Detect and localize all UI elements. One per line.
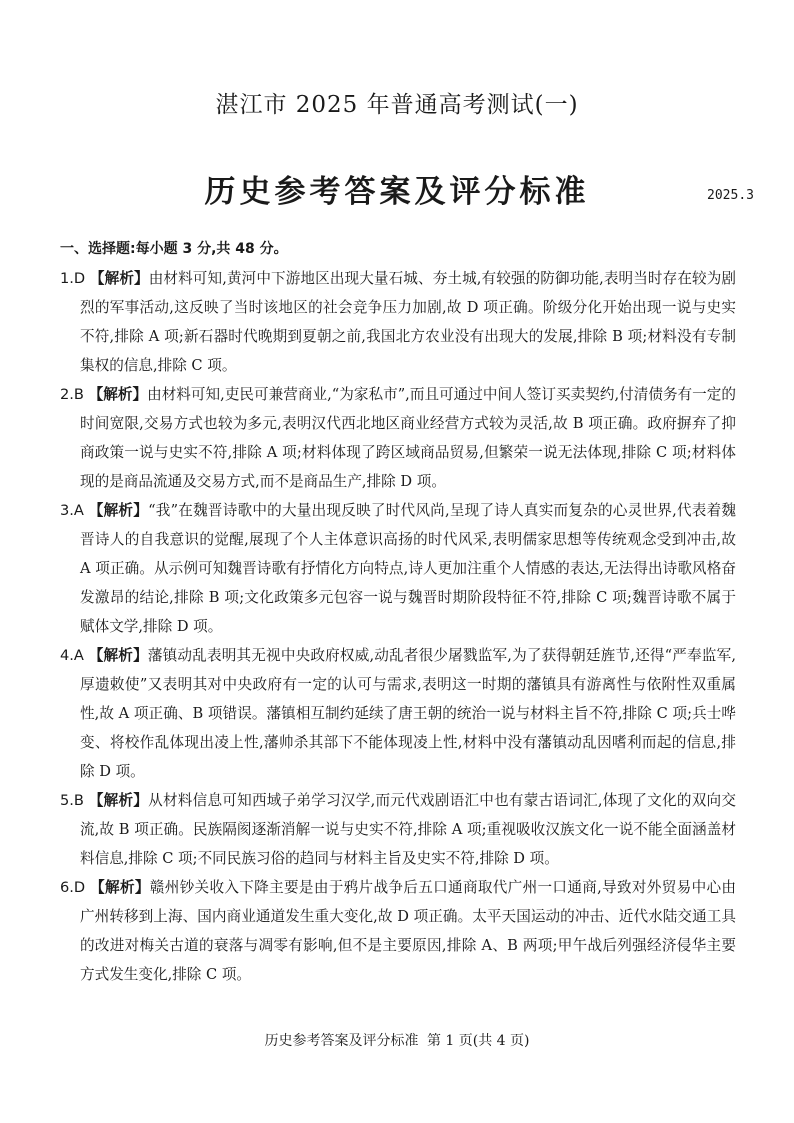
answer-number: 6.D (60, 879, 86, 896)
analysis-tag: 【解析】 (88, 647, 148, 664)
section-heading: 一、选择题:每小题 3 分,共 48 分。 (60, 241, 288, 257)
main-title: 历史参考答案及评分标准 (204, 174, 590, 210)
answer-item-4 (60, 641, 736, 786)
exam-date: 2025.3 (707, 188, 754, 203)
answer-text: 赣州钞关收入下降主要是由于鸦片战争后五口通商取代广州一口通商,导致对外贸易中心由广州转移到上海、国内商业通道发生重大变化,故 D 项正确。太平天国运动的冲击、近代水陆交通工具的改进对梅关古道的衰落与凋零有影响,但不是主要原因,排除 A、B 两项;甲午战后列强经济侵华主要方式发生变化,排除 C 项。 (80, 879, 736, 983)
answer-text: “我”在魏晋诗歌中的大量出现反映了时代风尚,呈现了诗人真实而复杂的心灵世界,代表着魏晋诗人的自我意识的觉醒,展现了个人主体意识高扬的时代风采,表明儒家思想等传统观念受到冲击,故 A 项正确。从示例可知魏晋诗歌有抒情化方向特点,诗人更加注重个人情感的表达,无法得出诗歌风格奋发激昂的结论,排除 B 项;文化政策多元包容一说与魏晋时期阶段特征不符,排除 C 项;魏晋诗歌不属于赋体文学,排除 D 项。 (80, 502, 737, 635)
analysis-tag: 【解析】 (88, 792, 149, 809)
answer-text: 藩镇动乱表明其无视中央政府权威,动乱者很少屠戮监军,为了获得朝廷旌节,还得“严奉监军,厚遗敕使”又表明其对中央政府有一定的认可与需求,表明这一时期的藩镇具有游离性与依附性双重属性,故 A 项正确、B 项错误。藩镇相互制约延续了唐王朝的统治一说与材料主旨不符,排除 C 项;兵士哗变、将校作乱体现出凌上性,藩帅杀其部下不能体现凌上性,材料中没有藩镇动乱因嗜利而起的信息,排除 D 项。 (80, 647, 736, 780)
answer-item-1 (60, 264, 736, 380)
page-footer (0, 1030, 794, 1050)
answer-item-6 (60, 873, 736, 989)
answer-number: 2.B (60, 386, 84, 403)
answer-text: 由材料可知,吏民可兼营商业,“为家私市”,而且可通过中间人签订买卖契约,付清债务有一定的时间宽限,交易方式也较为多元,表明汉代西北地区商业经营方式较为灵活,故 B 项正确。政府摒弃了抑商政策一说与史实不符,排除 A 项;材料体现了跨区域商品贸易,但繁荣一说无法体现,排除 C 项;材料体现的是商品流通及交易方式,而不是商品生产,排除 D 项。 (80, 386, 736, 490)
analysis-tag: 【解析】 (90, 879, 150, 896)
answer-number: 1.D (60, 270, 86, 287)
answer-number: 5.B (60, 792, 84, 809)
answer-item-2 (60, 380, 736, 496)
footer-title: 历史参考答案及评分标准 (264, 1033, 419, 1049)
answer-text: 由材料可知,黄河中下游地区出现大量石城、夯土城,有较强的防御功能,表明当时存在较为剧烈的军事活动,这反映了当时该地区的社会竞争压力加剧,故 D 项正确。阶级分化开始出现一说与史实不符,排除 A 项;新石器时代晚期到夏朝之前,我国北方农业没有出现大的发展,排除 B 项;材料没有专制集权的信息,排除 C 项。 (80, 270, 737, 374)
answer-number: 4.A (60, 647, 84, 664)
analysis-tag: 【解析】 (89, 270, 149, 287)
analysis-tag: 【解析】 (88, 386, 148, 403)
analysis-tag: 【解析】 (88, 502, 149, 519)
exam-title: 湛江市 2025 年普通高考测试(一) (215, 92, 579, 118)
answer-number: 3.A (60, 502, 84, 519)
answer-item-3 (60, 496, 736, 641)
answer-text: 从材料信息可知西域子弟学习汉学,而元代戏剧语汇中也有蒙古语词汇,体现了文化的双向交流,故 B 项正确。民族隔阂逐渐消解一说与史实不符,排除 A 项;重视吸收汉族文化一说不能全面涵盖材料信息,排除 C 项;不同民族习俗的趋同与材料主旨及史实不符,排除 D 项。 (80, 792, 736, 867)
footer-page-number: 第 1 页(共 4 页) (426, 1033, 530, 1049)
answer-item-5 (60, 786, 736, 873)
answer-list (60, 264, 736, 989)
